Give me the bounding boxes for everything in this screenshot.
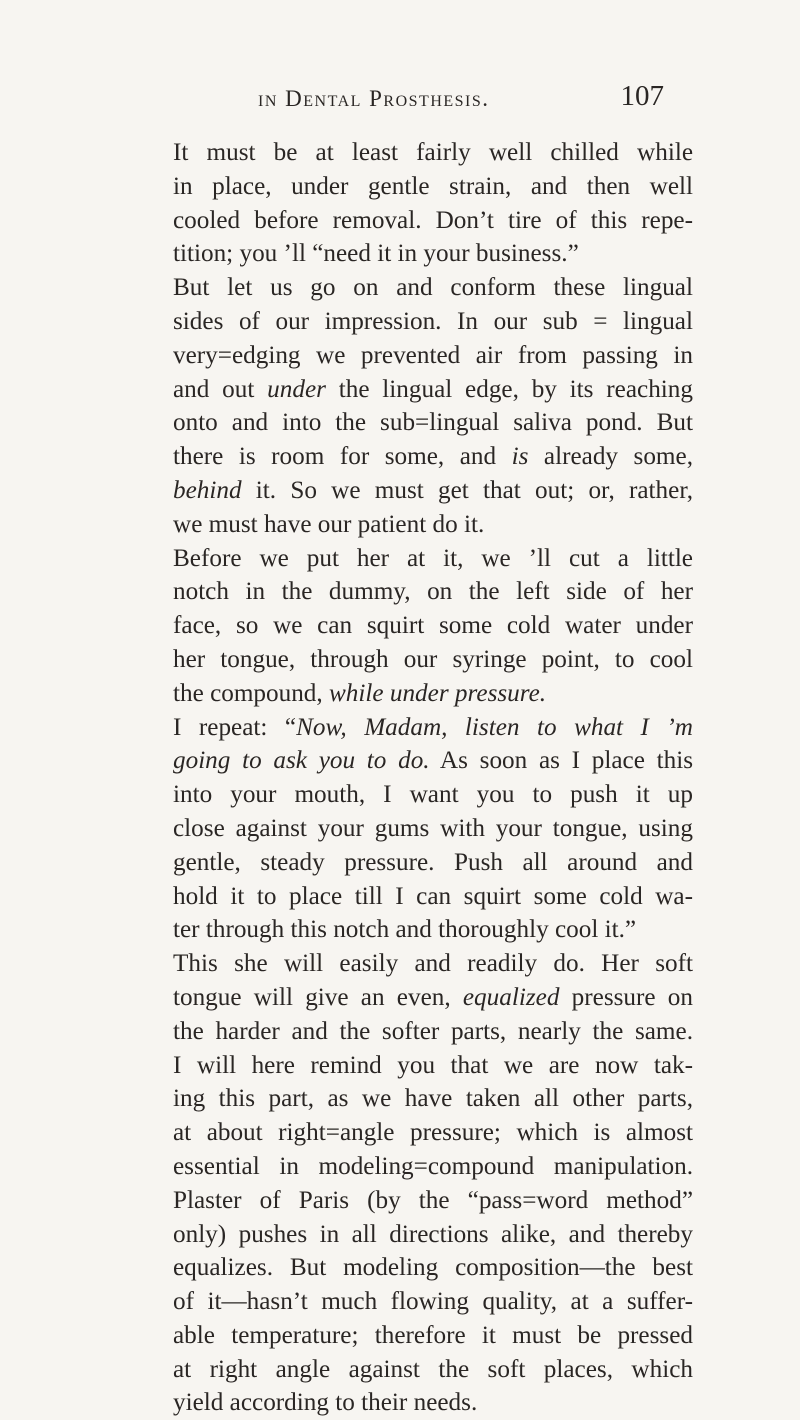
text-line — [173, 778, 693, 812]
roman-text: we must have our patient do it. — [173, 510, 485, 538]
page-number: 107 — [620, 80, 664, 112]
italic-text: behind — [173, 476, 242, 504]
roman-text: Before we put her at it, we ’ll cut a little — [173, 544, 693, 572]
roman-text: of it—hasn’t much flowing quality, at a suffer- — [173, 1288, 693, 1316]
text-line — [173, 1082, 693, 1116]
text-line — [173, 947, 693, 981]
roman-text: tition; you ’ll “need it in your business.” — [173, 240, 579, 268]
roman-text: As soon as I place this — [429, 747, 693, 775]
running-head — [0, 80, 800, 120]
text-line — [173, 711, 693, 745]
roman-text: Plaster of Paris (by the “pass=word method” — [173, 1186, 693, 1214]
text-line — [173, 474, 693, 508]
text-line — [173, 204, 693, 238]
roman-text: her tongue, through our syringe point, to cool — [173, 645, 693, 673]
italic-text: is — [511, 443, 529, 471]
roman-text: in place, under gentle strain, and then well — [173, 172, 693, 200]
text-line — [173, 305, 693, 339]
roman-text: into your mouth, I want you to push it up — [173, 781, 693, 809]
roman-text: This she will easily and readily do. Her soft — [173, 950, 693, 978]
text-line — [173, 677, 693, 711]
roman-text: It must be at least fairly well chilled while — [173, 139, 693, 166]
text-line — [173, 846, 693, 880]
italic-text: equalized — [462, 983, 560, 1011]
text-line — [173, 1116, 693, 1150]
roman-text: pressure on — [559, 983, 693, 1011]
roman-text: the compound, — [173, 679, 329, 707]
text-line — [173, 1015, 693, 1049]
italic-text: going to ask you to do. — [173, 747, 430, 775]
roman-text: But let us go on and conform these lingual — [173, 274, 693, 302]
text-line — [173, 406, 693, 440]
text-line — [173, 575, 693, 609]
roman-text: onto and into the sub=lingual saliva pond. But — [173, 409, 693, 437]
text-line — [173, 880, 693, 914]
text-line — [173, 913, 693, 947]
roman-text: I will here remind you that we are now tak- — [173, 1051, 693, 1079]
text-line — [173, 1285, 693, 1319]
text-line — [173, 170, 693, 204]
roman-text: there is room for some, and — [173, 443, 512, 471]
roman-text: already some, — [528, 443, 693, 471]
text-line — [173, 1150, 693, 1184]
roman-text: sides of our impression. In our sub = lingual — [173, 307, 693, 335]
text-line — [173, 1386, 693, 1420]
text-line — [173, 136, 693, 170]
text-line — [173, 373, 693, 407]
text-line — [173, 1353, 693, 1387]
text-line — [173, 812, 693, 846]
text-line — [173, 1218, 693, 1252]
text-line — [173, 440, 693, 474]
body-text — [173, 136, 693, 1420]
text-line — [173, 542, 693, 576]
italic-text: under — [267, 375, 326, 403]
text-line — [173, 1049, 693, 1083]
roman-text: at right angle against the soft places, which — [173, 1355, 693, 1383]
text-line — [173, 609, 693, 643]
roman-text: ter through this notch and thoroughly cool it.” — [173, 916, 637, 944]
roman-text: able temperature; therefore it must be pressed — [173, 1321, 693, 1349]
roman-text: hold it to place till I can squirt some cold wa- — [173, 882, 693, 910]
italic-text: Now, Madam, listen to what I ’m — [296, 713, 693, 741]
running-head-title: in Dental Prosthesis. — [258, 86, 490, 111]
roman-text: tongue will give an even, — [173, 983, 463, 1011]
roman-text: yield according to their needs. — [173, 1389, 478, 1417]
roman-text: I repeat: “ — [173, 713, 297, 741]
roman-text: the lingual edge, by its reaching — [325, 375, 693, 403]
roman-text: and out — [173, 375, 268, 403]
text-line — [173, 339, 693, 373]
roman-text: only) pushes in all directions alike, and thereby — [173, 1220, 693, 1248]
text-line — [173, 744, 693, 778]
roman-text: essential in modeling=compound manipulation. — [173, 1152, 693, 1180]
text-line — [173, 1251, 693, 1285]
text-line — [173, 508, 693, 542]
roman-text: ing this part, as we have taken all other parts, — [173, 1085, 693, 1113]
roman-text: at about right=angle pressure; which is almost — [173, 1119, 693, 1147]
roman-text: notch in the dummy, on the left side of her — [173, 578, 693, 606]
roman-text: very=edging we prevented air from passing in — [173, 341, 693, 369]
text-line — [173, 271, 693, 305]
roman-text: equalizes. But modeling composition—the best — [173, 1254, 693, 1282]
text-line — [173, 981, 693, 1015]
italic-text: while under pressure. — [329, 679, 547, 707]
text-line — [173, 1184, 693, 1218]
roman-text: it. So we must get that out; or, rather, — [241, 476, 693, 504]
text-line — [173, 643, 693, 677]
roman-text: cooled before removal. Don’t tire of this repe- — [173, 206, 693, 234]
roman-text: face, so we can squirt some cold water under — [173, 612, 693, 640]
roman-text: the harder and the softer parts, nearly the same. — [173, 1017, 693, 1045]
roman-text: close against your gums with your tongue, using — [173, 814, 693, 842]
roman-text: gentle, steady pressure. Push all around and — [173, 848, 693, 876]
text-line — [173, 1319, 693, 1353]
text-line — [173, 237, 693, 271]
